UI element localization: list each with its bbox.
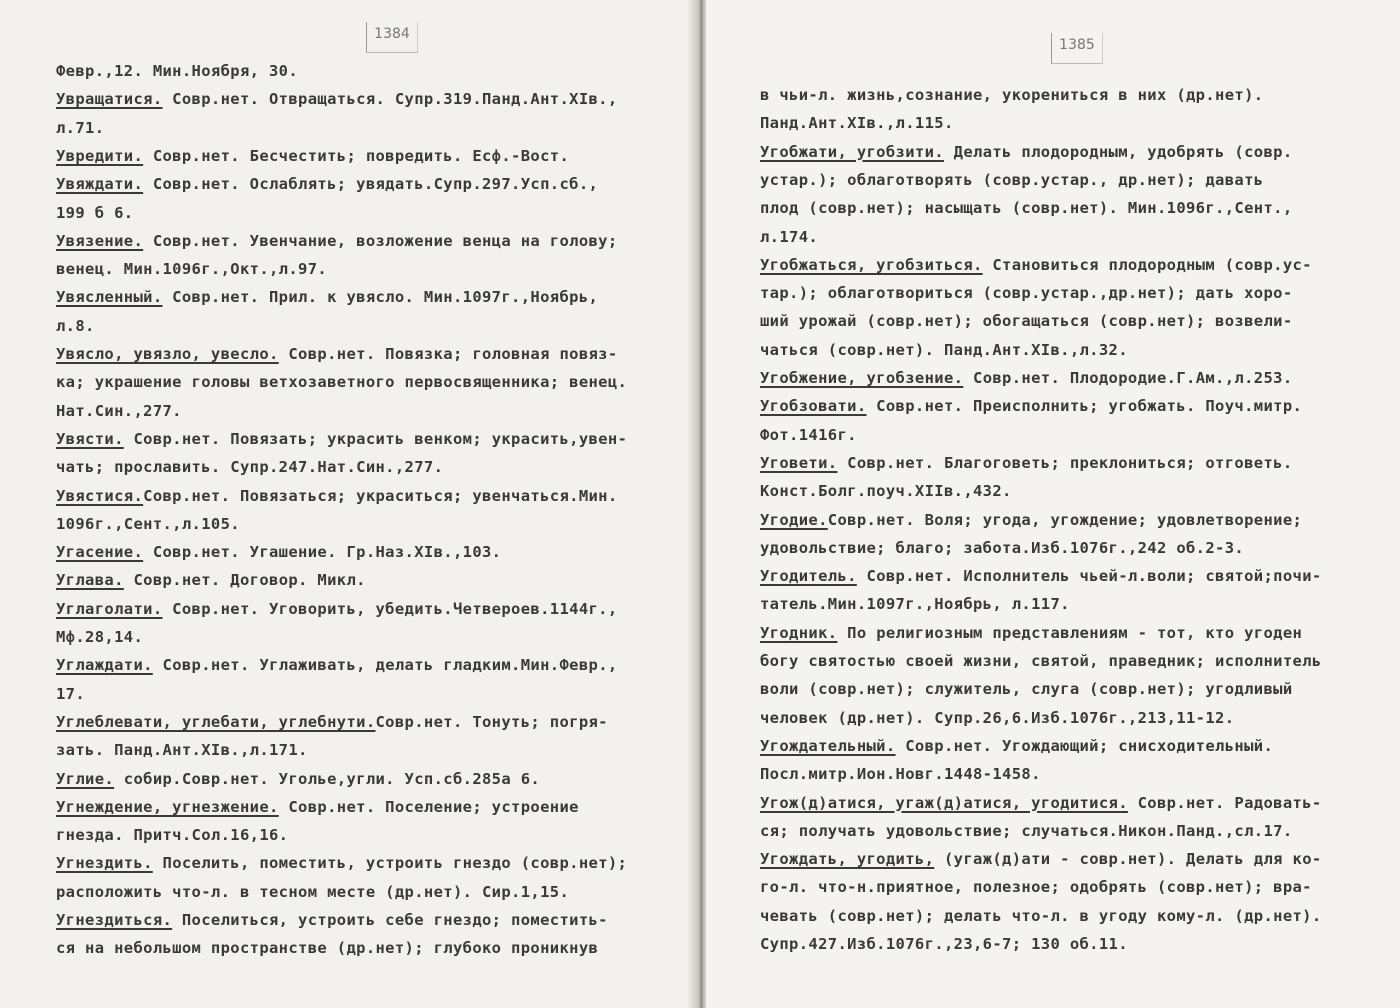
entry-continuation-line	[760, 228, 818, 246]
entry-continuation-line	[760, 595, 1070, 613]
entry-headword-line	[56, 147, 569, 165]
entry-headword-line	[760, 737, 1273, 755]
definition-text: венец. Мин.1096г.,Окт.,л.97.	[56, 260, 328, 279]
headword: Углава.	[56, 571, 124, 590]
definition-text: Совр.нет. Тонуть; погря-	[375, 712, 608, 731]
headword: Увязение.	[56, 231, 144, 250]
entry-headword-line	[56, 854, 627, 872]
entry-continuation-line	[760, 284, 1293, 302]
entry-continuation-line	[760, 199, 1293, 217]
definition-text: Поселиться, устроить себе гнездо; поместить-	[172, 911, 608, 929]
headword: Углаждати.	[56, 656, 153, 675]
definition-text: Фот.1416г.	[760, 425, 857, 444]
headword: Углие.	[56, 769, 115, 788]
definition-text: Совр.нет. Повязаться; украситься; увенчаться.Мин.	[143, 486, 618, 505]
definition-text: Совр.нет. Увенчание, возложение венца на голову;	[143, 231, 618, 250]
headword: Увяждати.	[56, 175, 144, 194]
headword: Угож(д)атися, угаж(д)атися, угодитися.	[760, 793, 1128, 812]
definition-text: гнезда. Притч.Сол.16,16.	[56, 826, 289, 845]
entry-continuation-line	[760, 680, 1293, 698]
entry-continuation-line	[56, 260, 327, 278]
entry-headword-line	[56, 543, 501, 561]
headword: Угасение.	[56, 543, 144, 562]
entry-headword-line	[760, 567, 1322, 585]
entry-continuation-line	[56, 741, 308, 759]
definition-text: плод (совр.нет); насыщать (совр.нет). Мин.1096г.,Сент.,	[760, 199, 1293, 218]
entry-headword-line	[760, 794, 1322, 812]
entry-continuation-line	[56, 119, 104, 137]
entry-headword-line	[760, 369, 1293, 387]
headword: Угобжати, угобзити.	[760, 142, 944, 161]
entry-headword-line	[56, 90, 618, 108]
entry-continuation-line	[56, 826, 288, 844]
page-number: 1385	[1051, 33, 1103, 64]
headword: Увясло, увязло, увесло.	[56, 345, 279, 363]
entry-continuation-line	[760, 312, 1293, 330]
entry-headword-line	[760, 143, 1293, 161]
entry-continuation-line	[760, 482, 1012, 500]
headword: Угнездить.	[56, 854, 153, 873]
definition-text: Февр.,12. Мин.Ноября, 30.	[56, 62, 299, 80]
entry-continuation-line	[760, 86, 1263, 104]
definition-text: человек (др.нет). Супр.26,6.Изб.1076г.,213,11-12.	[760, 708, 1235, 727]
headword: Углаголати.	[56, 599, 163, 618]
entry-headword-line	[760, 256, 1312, 274]
definition-text: л.8.	[56, 316, 95, 335]
definition-text: Конст.Болг.поуч.XIIв.,432.	[760, 482, 1012, 501]
entry-continuation-line	[760, 935, 1128, 953]
definition-text: тар.); облаготвориться (совр.устар.,др.нет); дать хоро-	[760, 284, 1293, 303]
definition-text: Посл.митр.Ион.Новг.1448-1458.	[760, 765, 1041, 784]
headword: Увясти.	[56, 429, 124, 448]
entry-headword-line	[56, 345, 618, 363]
definition-text: Совр.нет. Бесчестить; повредить. Есф.-Вост.	[143, 146, 570, 165]
definition-text: По религиозным представлениям - тот, кто угоден	[837, 623, 1303, 642]
headword: Угождательный.	[760, 736, 896, 755]
definition-text: Нат.Син.,277.	[56, 401, 182, 420]
entry-headword-line	[56, 798, 579, 816]
definition-text: Совр.нет. Углаживать, делать гладким.Мин.Февр.,	[152, 656, 618, 675]
definition-text: Панд.Ант.XIв.,л.115.	[760, 114, 954, 133]
definition-text: ший урожай (совр.нет); обогащаться (совр.нет); возвели-	[760, 312, 1293, 331]
definition-text: Совр.нет. Ослаблять; увядать.Супр.297.Усп.сб.,	[143, 175, 599, 194]
definition-text: Совр.нет. Договор. Микл.	[123, 571, 366, 590]
definition-text: зать. Панд.Ант.XIв.,л.171.	[56, 741, 308, 760]
headword: Угобжаться, угобзиться.	[760, 255, 983, 274]
entry-headword-line	[56, 600, 618, 618]
entry-headword-line	[56, 656, 618, 674]
headword: Углеблевати, углебати, углебнути.	[56, 712, 376, 731]
definition-text: Супр.427.Изб.1076г.,23,6-7; 130 об.11.	[760, 935, 1128, 953]
definition-text: 17.	[56, 684, 86, 703]
entry-headword-line	[760, 850, 1322, 868]
definition-text: Совр.нет. Угождающий; снисходительный.	[895, 736, 1274, 755]
definition-text: ся; получать удовольствие; случаться.Никон.Панд.,сл.17.	[760, 821, 1293, 840]
definition-text: чевать (совр.нет); делать что-л. в угоду кому-л. (др.нет).	[760, 906, 1322, 925]
entry-continuation-line	[760, 709, 1234, 727]
entry-headword-line	[760, 454, 1293, 472]
definition-text: в чьи-л. жизнь,сознание, укорениться в них (др.нет).	[760, 86, 1264, 104]
definition-text: Поселить, поместить, устроить гнездо (совр.нет);	[152, 854, 628, 873]
definition-text: 199 б 6.	[56, 203, 134, 222]
headword: Угождать, угодить,	[760, 850, 935, 869]
definition-text: расположить что-л. в тесном месте (др.нет). Сир.1,15.	[56, 882, 570, 901]
headword: Угобзовати.	[760, 397, 867, 416]
definition-text: Совр.нет. Прил. к увясло. Мин.1097г.,Ноябрь,	[162, 288, 599, 307]
definition-text: Совр.нет. Поселение; устроение	[278, 797, 579, 816]
entry-continuation-line	[760, 652, 1322, 670]
definition-text: Совр.нет. Исполнитель чьей-л.воли; святой;почи-	[856, 567, 1322, 586]
definition-text: воли (совр.нет); служитель, слуга (совр.нет); угодливый	[760, 680, 1293, 699]
definition-text: Совр.нет. Воля; угода, угождение; удовлетворение;	[827, 510, 1303, 529]
entry-continuation-line	[56, 402, 182, 420]
definition-text: (угаж(д)ати - совр.нет). Делать для ко-	[934, 850, 1322, 869]
definition-text: татель.Мин.1097г.,Ноябрь, л.117.	[760, 595, 1070, 614]
definition-text: Совр.нет. Повязка; головная повяз-	[278, 345, 618, 363]
headword: Угодитель.	[760, 567, 857, 586]
definition-text: устар.); облаготворять (совр.устар., др.нет); давать	[760, 170, 1264, 189]
entry-continuation-line	[760, 822, 1293, 840]
entry-headword-line	[56, 911, 608, 929]
headword: Угнездиться.	[56, 911, 173, 929]
definition-text: Совр.нет. Благоговеть; преклониться; отговеть.	[837, 453, 1293, 472]
entry-headword-line	[56, 571, 366, 589]
definition-text: Совр.нет. Радовать-	[1127, 793, 1322, 812]
definition-text: Совр.нет. Отвращаться. Супр.319.Панд.Ант.ХIв.,	[162, 90, 618, 109]
entry-continuation-line	[56, 515, 240, 533]
definition-text: го-л. что-н.приятное, полезное; одобрять (совр.нет); вра-	[760, 878, 1312, 897]
definition-text: собир.Совр.нет. Уголье,угли. Усп.сб.285а 6.	[114, 769, 541, 788]
definition-text: 1096г.,Сент.,л.105.	[56, 514, 240, 533]
definition-text: чаться (совр.нет). Панд.Ант.XIв.,л.32.	[760, 340, 1128, 359]
entry-continuation-line	[760, 114, 954, 132]
entry-headword-line	[56, 430, 627, 448]
entry-headword-line	[760, 624, 1302, 642]
entry-continuation-line	[56, 939, 598, 957]
entry-continuation-line	[760, 426, 857, 444]
definition-text: л.71.	[56, 118, 105, 137]
definition-text: чать; прославить. Супр.247.Нат.Син.,277.	[56, 458, 444, 477]
entry-headword-line	[760, 511, 1302, 529]
definition-text: Делать плодородным, удобрять (совр.	[943, 142, 1293, 161]
definition-text: удовольствие; благо; забота.Изб.1076г.,242 об.2-3.	[760, 538, 1245, 557]
definition-text: богу святостью своей жизни, святой, праведник; исполнитель	[760, 652, 1322, 670]
definition-text: Совр.нет. Уговорить, убедить.Четвероев.1144г.,	[162, 599, 618, 618]
headword: Увращатися.	[56, 90, 163, 109]
entry-continuation-line	[56, 373, 627, 391]
entry-continuation-line	[56, 458, 443, 476]
entry-headword-line	[760, 397, 1302, 415]
entry-headword-line	[56, 288, 598, 306]
page-number: 1384	[366, 22, 418, 53]
headword: Увясленный.	[56, 288, 163, 307]
entry-continuation-line	[760, 765, 1041, 783]
definition-text: Мф.28,14.	[56, 628, 144, 646]
headword: Угодие.	[760, 510, 828, 529]
headword: Уговети.	[760, 453, 838, 472]
headword: Увястися.	[56, 486, 144, 505]
definition-text: ка; украшение головы ветхозаветного первосвященника; венец.	[56, 373, 628, 392]
entry-headword-line	[56, 487, 618, 505]
definition-text: Становиться плодородным (совр.ус-	[982, 255, 1312, 274]
entry-headword-line	[56, 713, 608, 731]
right-page	[706, 0, 1400, 1008]
definition-text: Совр.нет. Угашение. Гр.Наз.XIв.,103.	[143, 543, 502, 562]
entry-continuation-line	[760, 539, 1244, 557]
headword: Угнеждение, угнезжение.	[56, 797, 279, 816]
headword: Угобжение, угобзение.	[760, 369, 964, 387]
definition-text: Совр.нет. Плодородие.Г.Ам.,л.253.	[963, 369, 1293, 387]
entry-continuation-line	[56, 62, 298, 80]
entry-continuation-line	[56, 883, 569, 901]
entry-headword-line	[56, 175, 598, 193]
entry-continuation-line	[760, 907, 1322, 925]
entry-continuation-line	[56, 317, 95, 335]
entry-continuation-line	[760, 171, 1263, 189]
entry-headword-line	[56, 770, 540, 788]
definition-text: Совр.нет. Повязать; украсить венком; украсить,увен-	[123, 429, 628, 448]
entry-headword-line	[56, 232, 618, 250]
headword: Увредити.	[56, 146, 144, 165]
headword: Угодник.	[760, 623, 838, 642]
definition-text: л.174.	[760, 227, 819, 246]
definition-text: ся на небольшом пространстве (др.нет); глубоко проникнув	[56, 939, 599, 958]
entry-continuation-line	[760, 341, 1128, 359]
entry-continuation-line	[56, 204, 133, 222]
entry-continuation-line	[56, 685, 85, 703]
definition-text: Совр.нет. Преисполнить; угобжать. Поуч.митр.	[866, 397, 1303, 416]
entry-continuation-line	[760, 878, 1312, 896]
entry-continuation-line	[56, 628, 143, 646]
